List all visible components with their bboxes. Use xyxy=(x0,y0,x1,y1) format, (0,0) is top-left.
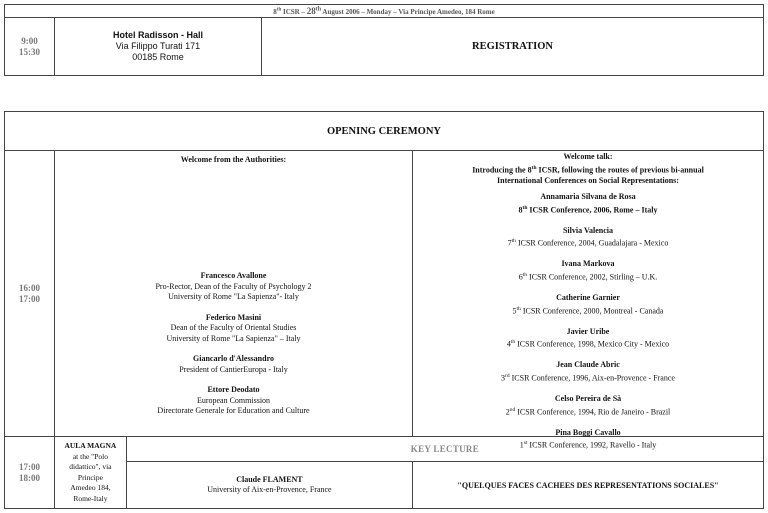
speaker-ord: 5 xyxy=(512,306,517,316)
speaker-ord: 4 xyxy=(506,339,511,349)
speaker-ord-sup: th xyxy=(522,204,528,211)
keynote-time-start: 17:00 xyxy=(19,461,40,472)
venue-name: Hotel Radisson - Hall xyxy=(112,30,203,40)
registration-time-end: 15:30 xyxy=(19,46,40,57)
keynote-speaker-name: Claude FLAMENT xyxy=(236,474,303,484)
speaker xyxy=(413,327,763,351)
speaker-ord: 1 xyxy=(519,440,524,450)
authorities-cell xyxy=(55,151,413,437)
day-header xyxy=(5,5,764,18)
speaker-ord-sup: st xyxy=(523,440,528,447)
speaker-conference xyxy=(413,236,763,249)
authority-name: Francesco Avallone xyxy=(200,271,267,280)
welcome-title: Welcome talk: xyxy=(563,152,613,161)
room-line: at the "Polo xyxy=(72,451,108,461)
authority xyxy=(55,313,412,345)
authority-role: President of CantierEuropa - Italy xyxy=(179,364,288,374)
registration-table xyxy=(4,4,764,76)
authority-role: Pro-Rector, Dean of the Faculty of Psychology 2 xyxy=(155,281,312,291)
speaker-ord-sup: th xyxy=(522,271,528,278)
speaker-conference xyxy=(413,371,763,384)
room-line: Principe xyxy=(77,472,103,482)
speaker xyxy=(413,259,763,283)
speaker xyxy=(413,394,763,418)
speaker-ord: 3 xyxy=(501,373,506,383)
speaker xyxy=(413,293,763,317)
authorities-title: Welcome from the Authorities: xyxy=(180,155,287,164)
speaker-conf: ICSR Conference, 1998, Mexico City - Mexico xyxy=(515,339,670,349)
header-ordinal-suffix: th xyxy=(276,7,282,13)
authority xyxy=(55,271,412,303)
opening-time-start: 16:00 xyxy=(19,282,40,293)
venue-city: 00185 Rome xyxy=(132,52,184,62)
header-day: 28 xyxy=(306,6,316,16)
speaker-ord: 6 xyxy=(518,272,523,282)
speaker-conference xyxy=(413,270,763,283)
room-line: Rome-Italy xyxy=(73,493,108,503)
speaker-ord-sup: rd xyxy=(505,372,510,379)
speaker-ord-sup: th xyxy=(516,305,521,312)
speaker-name: Silvia Valencia xyxy=(562,225,613,235)
authority-role: Directorate Generale for Education and Culture xyxy=(157,406,310,415)
speaker-conf: ICSR Conference, 1994, Rio de Janeiro - Brazil xyxy=(515,407,671,417)
room-line: Amedeo 184, xyxy=(70,483,111,492)
speaker-ord-sup: th xyxy=(511,238,516,245)
authority-role: University of Rome "La Sapienza" – Italy xyxy=(166,333,301,343)
room-name: AULA MAGNA xyxy=(64,441,117,450)
room-line: didattico", via xyxy=(69,462,112,471)
welcome-intro-b: ICSR, following the routes of previous bi-annual xyxy=(536,165,704,175)
speaker-name: Jean Claude Abric xyxy=(556,360,620,370)
header-text-a: ICSR – xyxy=(281,8,307,16)
authority-role: Dean of the Faculty of Oriental Studies xyxy=(170,323,297,332)
welcome-content xyxy=(413,152,763,451)
speaker-conf: ICSR Conference, 2004, Guadalajara - Mexico xyxy=(515,238,669,248)
header-day-suffix: th xyxy=(315,6,322,13)
speaker-conf: ICSR Conference, 2000, Montreal - Canada xyxy=(520,306,664,316)
speaker-conf: ICSR Conference, 2002, Stirling – U.K. xyxy=(527,272,658,282)
keynote-time-end: 18:00 xyxy=(19,472,40,483)
speaker-conference xyxy=(413,438,763,451)
authority-role: European Commission xyxy=(196,395,271,405)
speaker-conference xyxy=(413,337,763,350)
header-ordinal: 8 xyxy=(273,8,277,16)
authorities-list xyxy=(55,271,412,417)
speaker-name: Catherine Garnier xyxy=(556,293,620,303)
venue-address: Via Filippo Turati 171 xyxy=(115,41,201,51)
authority-name: Giancarlo d'Alessandro xyxy=(193,354,274,363)
registration-label: REGISTRATION xyxy=(262,18,764,76)
speaker-ord: 7 xyxy=(507,238,512,248)
speaker-conference xyxy=(413,203,763,216)
speaker xyxy=(413,226,763,250)
speaker-name: Pina Boggi Cavallo xyxy=(555,427,621,437)
speaker-conf: ICSR Conference, 1996, Aix-en-Provence - France xyxy=(509,373,675,383)
opening-time xyxy=(5,151,55,437)
keynote-speaker-affil: University of Aix-en-Provence, France xyxy=(207,485,332,494)
header-text-b: August 2006 – Monday – Via Principe Amedeo, 184 Rome xyxy=(321,8,495,16)
authority-name: Federico Masini xyxy=(205,312,262,322)
speaker-ord-sup: th xyxy=(510,339,516,346)
speaker xyxy=(413,428,763,452)
opening-title: OPENING CEREMONY xyxy=(5,112,764,151)
speaker-name: Annamaria Silvana de Rosa xyxy=(540,192,636,202)
welcome-intro xyxy=(413,163,763,176)
lecture-title: "QUELQUES FACES CACHEES DES REPRESENTATIONS SOCIALES" xyxy=(413,462,764,509)
authority xyxy=(55,354,412,375)
welcome-intro-a: Introducing the 8 xyxy=(472,165,532,175)
opening-table xyxy=(4,111,764,509)
speaker-conference xyxy=(413,304,763,317)
welcome-intro-sup: th xyxy=(531,164,537,171)
registration-venue xyxy=(55,18,262,76)
speaker-ord: 8 xyxy=(518,205,523,215)
speaker-ord: 2 xyxy=(505,407,510,417)
authority xyxy=(55,385,412,417)
speaker-conf: ICSR Conference, 1992, Ravello - Italy xyxy=(527,440,657,450)
key-lecture-label: KEY LECTURE xyxy=(126,437,763,462)
keynote-speaker xyxy=(126,462,412,509)
speaker-name: Javier Uribe xyxy=(566,326,610,336)
registration-time-start: 9:00 xyxy=(21,35,38,46)
speaker xyxy=(413,360,763,384)
authority-role: University of Rome "La Sapienza"- Italy xyxy=(168,292,299,301)
keynote-time xyxy=(5,437,55,509)
speaker-ord-sup: nd xyxy=(509,406,516,413)
speaker xyxy=(413,192,763,216)
speaker-conf: ICSR Conference, 2006, Rome – Italy xyxy=(527,205,658,215)
authority-name: Ettore Deodato xyxy=(207,385,260,394)
welcome-intro-c: International Conferences on Social Representations: xyxy=(497,175,679,185)
registration-time xyxy=(5,18,55,76)
speaker-name: Ivana Markova xyxy=(561,259,615,269)
speaker-name: Celso Pereira de Sà xyxy=(554,394,622,404)
opening-time-end: 17:00 xyxy=(19,293,40,304)
keynote-room xyxy=(55,437,127,509)
speaker-conference xyxy=(413,405,763,418)
